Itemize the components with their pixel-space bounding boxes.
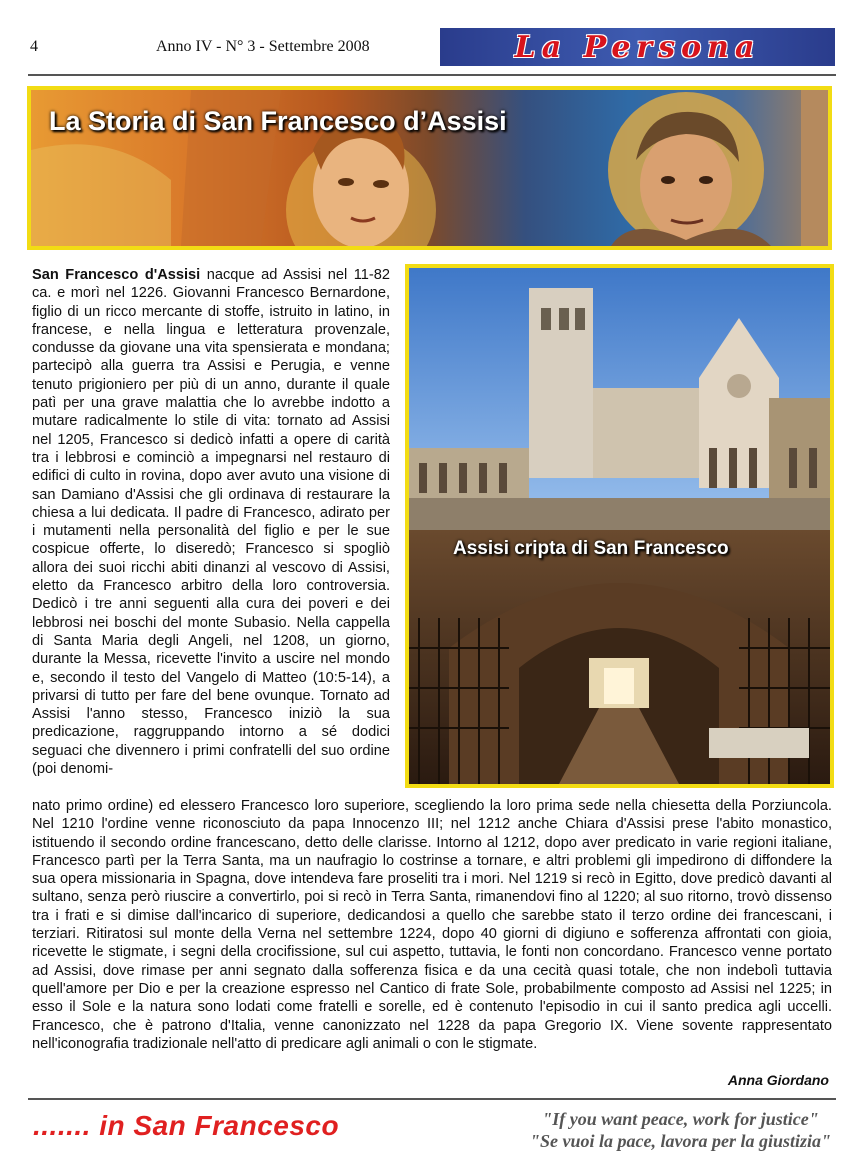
article-title: La Storia di San Francesco d’Assisi (49, 106, 507, 136)
issue-info: Anno IV - N° 3 - Settembre 2008 (156, 38, 370, 55)
article-full-width-text: nato primo ordine) ed elessero Francesco loro superiore, scegliendo la loro prima sede nella chiesetta della Porziuncola. Nel 1210 l'ordine venne riconosciuto da papa Innocenzo III; nel 1212 anche Chiara d'Assisi prese l'abito monastico, istituendo il secondo ordine francescano, detto delle clarisse. Intorno al 1212, dopo aver predicato in varie regioni italiane, Francesco partì per la Terra Santa, ma un naufragio lo costrinse a tornare, e altri problemi gli impedirono di diffondere la sua opera missionaria in Spagna, dove intendeva fare proseliti tra i mori. Nel 1219 si recò in Egitto, dove predicò davanti al sultano, senza però riuscire a convertirlo, poi si recò in Terra Santa, rimanendovi fino al 1220; al suo ritorno, trovò dissenso tra i frati e si dimise dall'incarico di superiore, dedicandosi a quello che sarebbe stato il terzo ordine dei francescani, i terziari. Ritiratosi sul monte della Verna nel settembre 1224, dopo 40 giorni di digiuno e sofferenza affrontati con gioia, ricevette le stigmate, i segni della crocifissione, sul cui aspetto, tuttavia, le fonti non concordano. Francesco venne portato ad Assisi, dove rimase per anni segnato dalla sofferenza fisica e da una cecità quasi totale, che non indebolì tuttavia quell'amore per Dio e per la creazione espresso nel Cantico di frate Sole, probabilmente composto ad Assisi nel 1225; in esso il Sole e la natura sono lodati come fratelli e sorelle, ed è contenuto l'episodio in cui il santo predica agli uccelli. Francesco, che è patrono d'Italia, venne canonizzato nel 1228 da papa Gregorio IX. Viene sovente rappresentato nell'iconografia tradizionale nell'atto di predicare agli animali o con le stigmate. (32, 798, 832, 1052)
author-name: Anna Giordano (727, 1072, 829, 1088)
header-divider (28, 74, 836, 76)
quote-italian: "Se vuoi la pace, lavora per la giustizia" (530, 1131, 831, 1151)
masthead-title: La Persona (514, 29, 761, 65)
basilica-photo (405, 264, 834, 788)
page-number: 4 (30, 38, 38, 55)
photo-caption: Assisi cripta di San Francesco (453, 538, 729, 559)
footer-quote (530, 1108, 831, 1152)
basilica-crypt-image (409, 268, 830, 784)
footer-divider (28, 1098, 836, 1100)
quote-english: "If you want peace, work for justice" (542, 1109, 819, 1129)
article-column-body: nacque ad Assisi nel 11-82 ca. e morì nel 1226. Giovanni Francesco Bernardone, figlio di un ricco mercante di stoffe, istruito in latino, in francese, e nella lingua e letteratura provenzale, condusse da giovane una vita spensierata e mondana; partecipò alla guerra tra Assisi e Perugia, e venne tenuto prigioniero per più di un anno, durante il quale patì per una grave malattia che lo avrebbe indotto a mutare radicalmente lo stile di vita: tornato ad Assisi nel 1205, Francesco si dedicò infatti a opere di carità tra i lebbrosi e cominciò a impegnarsi nel restauro di edifici di culto in rovina, dopo aver avuto una visione di san Damiano d'Assisi che gli ordinava di restaurare la chiesa a lui dedicata. Il padre di Francesco, adirato per i mutamenti nella personalità del figlio e per le sue cospicue offerte, lo diseredò; Francesco si spogliò allora dei suoi ricchi abiti dinanzi al vescovo di Assisi, eletto da Francesco arbitro della loro controversia. Dedicò i tre anni seguenti alla cura dei poveri e dei lebbrosi nei boschi del monte Subasio. Nella cappella di Santa Maria degli Angeli, nel 1208, un giorno, durante la Messa, ricevette l'invito a uscire nel mondo e, secondo il testo del Vangelo di Matteo (10:5-14), a privarsi di tutto per fare del bene ovunque. Tornato ad Assisi l'anno stesso, Francesco iniziò la sua predicazione, raggruppando intorno a sé dodici seguaci che divennero i primi confratelli del suo ordine (poi denomi- (32, 267, 391, 778)
article-lead: San Francesco d'Assisi (32, 267, 201, 283)
article-column-text (32, 266, 390, 778)
footer-slogan: ....... in San Francesco (33, 1110, 340, 1141)
title-banner (27, 86, 832, 250)
masthead-logo (440, 28, 835, 66)
